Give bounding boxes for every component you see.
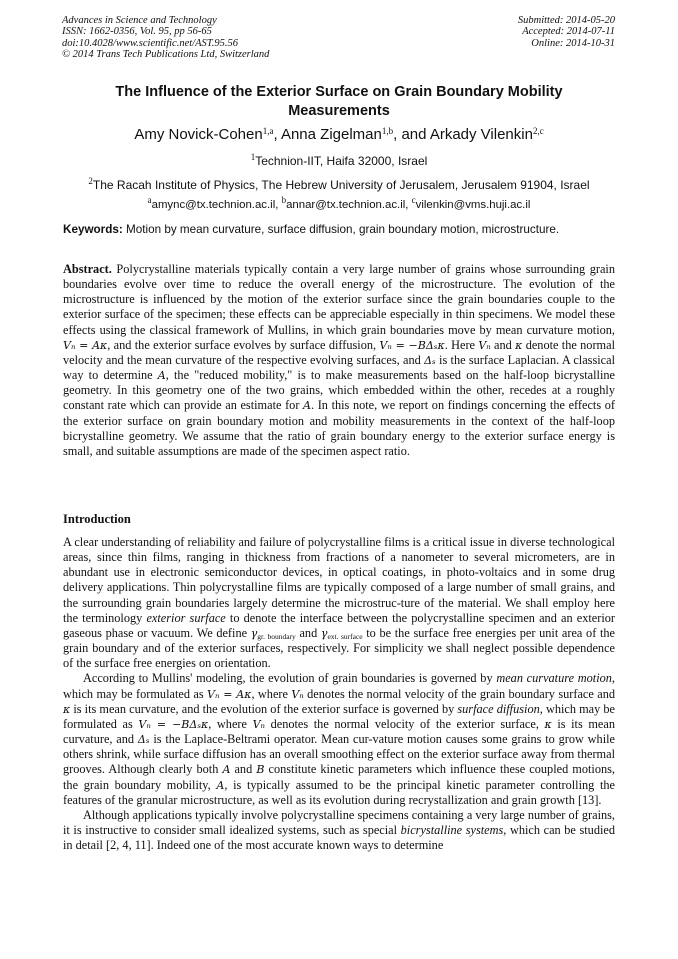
text: is the Laplace-Beltrami operator. Mean cur-vature motion causes some grains to grow while others shrink, while surface diffusion has an overall smoothing effect on the exterior surface away from thermal grooves. Although clearly both	[63, 732, 615, 777]
equation: Vₙ	[478, 338, 491, 352]
author-sup: 2,c	[532, 126, 544, 136]
text: A clear understanding of reliability and failure of polycrystalline films is a critical issue in diverse technological areas, since thin films, ranging in thickness from fractions of a nanometer to several micrometers, are in abundant use in electronic semiconductor devices, in optical coatings, in photo-voltaics and in some drug delivery applications. Thin polycrystalline films are typically composed of a large number of small grains, and the surrounding grain boundaries largely determine the microstruc-ture of the material. We shall employ here the terminology	[63, 535, 615, 625]
paragraph	[63, 671, 615, 807]
email-link[interactable]: annar@tx.technion.ac.il	[286, 199, 406, 211]
equation: κ	[63, 702, 71, 716]
text: is its mean curvature, and	[63, 716, 615, 747]
equation: Vₙ = Aκ	[207, 687, 252, 701]
equation: κ	[515, 338, 523, 352]
equation: Vₙ = −BΔₛκ	[138, 717, 209, 731]
equation: A	[157, 369, 166, 383]
text: , is typically assumed to be the principal kinetic parameter controlling the features of the granular microstructure, as well as its evolution during recrystallization and grain growth [13].	[63, 777, 615, 807]
author-name: Arkady Vilenkin	[429, 126, 533, 143]
accepted-date: Accepted: 2014-07-11	[522, 26, 615, 38]
abstract-text: and	[490, 337, 516, 352]
text: to be the surface free energies per unit area of the grain boundary and of the exterior surfaces, respectively. For simplicity we shall neglect possible dependence of the surface free energies on orientation.	[63, 625, 615, 671]
journal-info	[62, 15, 269, 60]
emphasis: bicrystalline systems	[400, 822, 504, 837]
author-emails: $^a$amync@tx.technion.ac.il, $^b$annar@tx.technion.ac.il, $^c$vilenkin@vms.huji.ac.il	[147, 195, 531, 211]
equation: Vₙ = Aκ	[63, 338, 108, 352]
emphasis: surface diffusion	[457, 701, 540, 716]
text: denotes the normal velocity of the grain boundary surface and	[303, 686, 615, 701]
text: and	[295, 625, 321, 640]
text: is its mean curvature, and the evolution of the exterior surface is governed by	[70, 701, 458, 716]
equation: Δₛ	[137, 733, 150, 747]
text: , which can be studied in detail [2, 4, 11]. Indeed one of the most accurate known ways to determine	[63, 822, 615, 853]
abstract-text: is the surface Laplacian. A classical way to determine	[63, 352, 615, 383]
subscript: gr. boundary	[257, 631, 296, 641]
abstract-text: , the "reduced mobility," is to make measurements based on the half-loop bicrystalline geometry. In this geometry one of the two grains, which embedded within the other, recedes at a roughly constant rate which can provide an estimate for	[63, 368, 615, 413]
submitted-date: Submitted: 2014-05-20	[517, 15, 615, 26]
email-link[interactable]: amync@tx.technion.ac.il	[151, 199, 276, 211]
publication-dates	[518, 15, 615, 49]
email-link[interactable]: vilenkin@vms.huji.ac.il	[415, 199, 531, 211]
author-sup: 1,a	[262, 126, 274, 136]
affiliation-2	[40, 178, 638, 192]
equation: Vₙ = −BΔₛκ	[379, 338, 445, 352]
text: , where	[208, 716, 253, 731]
equation: κ	[544, 717, 552, 731]
text: According to Mullins' modeling, the evolution of grain boundaries is governed by	[83, 671, 497, 686]
affiliation-1	[40, 154, 638, 168]
abstract-text: . In this note, we report on findings concerning the effects of the exterior surface on grain boundary motion and mobility measurements in the context of the half-loop bicrystalline geometry. We assume that the ratio of grain boundary energy to the exterior surface energy is small, and suitable assumptions are made of the specimen aspect ratio.	[63, 398, 615, 458]
equation: Vₙ	[252, 717, 265, 731]
introduction-body	[63, 535, 615, 853]
equation: γ	[250, 626, 258, 640]
affiliation-text: Technion-IIT, Haifa 32000, Israel	[255, 154, 428, 168]
affiliation-text: The Racah Institute of Physics, The Hebrew University of Jerusalem, Jerusalem 91904, Israel	[92, 178, 590, 192]
author-sup: 1,b	[381, 126, 394, 136]
equation: A	[222, 763, 231, 777]
author-name: Amy Novick-Cohen	[134, 126, 263, 143]
text: and	[230, 762, 257, 777]
abstract-text: Polycrystalline materials typically contain a very large number of grains whose surrounding grain boundaries evolve over time to reduce the overall energy of the microstructure. The evolution of the microstructure is influenced by the motion of the exterior surface since the grain boundaries couple to the exterior surface of the specimen; these effects can be appreciable especially in thin specimens. We model these effects using the classical framework of Mullins, in which grain boundaries move by mean curvature motion,	[63, 262, 615, 337]
equation: Vₙ	[291, 687, 304, 701]
issn: ISSN: 1662-0356, Vol. 95, pp 56-65	[62, 26, 212, 38]
equation: A	[303, 399, 311, 413]
paragraph	[63, 808, 615, 853]
email-sup: a	[147, 195, 152, 205]
text: to denote the interface between the polycrystalline specimen and an exterior gaseous phase or vacuum. We define	[63, 610, 616, 640]
email-sup: b	[281, 195, 287, 205]
paper-title	[60, 83, 618, 121]
author-separator: , and	[393, 126, 430, 143]
author-list	[60, 126, 618, 144]
abstract-text: , and the exterior surface evolves by surface diffusion,	[107, 337, 380, 352]
paragraph	[63, 535, 615, 671]
keywords-label: Keywords:	[63, 223, 123, 236]
affiliation-sup: 1	[250, 152, 256, 162]
affiliation-sup: 2	[88, 176, 93, 186]
journal-name: Advances in Science and Technology	[62, 15, 217, 26]
doi: doi:10.4028/www.scientific.net/AST.95.56	[62, 37, 239, 49]
title-line-2: Measurements	[288, 103, 390, 119]
keywords-text: Motion by mean curvature, surface diffusion, grain boundary motion, microstructure.	[122, 223, 560, 236]
abstract-text: denote the normal velocity and the mean curvature of the respective evolving surfaces, and	[63, 337, 615, 367]
equation: γ	[320, 626, 328, 640]
emphasis: exterior surface	[146, 610, 226, 625]
text: denotes the normal velocity of the exterior surface,	[264, 716, 545, 731]
text: Although applications typically involve polycrystalline specimens containing a very large number of grains, it is instructive to consider small idealized systems, such as special	[63, 807, 615, 837]
abstract-label: Abstract.	[63, 262, 112, 276]
equation: A	[216, 778, 225, 792]
section-heading-introduction: Introduction	[63, 512, 131, 526]
copyright: © 2014 Trans Tech Publications Ltd, Switzerland	[62, 48, 270, 60]
equation: Δₛ	[424, 353, 436, 367]
abstract	[63, 262, 615, 459]
keywords	[63, 223, 623, 237]
title-line-1: The Influence of the Exterior Surface on Grain Boundary Mobility	[115, 84, 563, 100]
online-date: Online: 2014-10-31	[531, 37, 615, 49]
equation: B	[256, 763, 265, 777]
text: , which may be formulated as	[63, 671, 615, 701]
text: constitute kinetic parameters which influence these coupled motions, the grain boundary mobility,	[63, 762, 616, 792]
subscript: ext. surface	[327, 631, 363, 641]
abstract-text: . Here	[444, 337, 479, 352]
author-separator: ,	[273, 126, 281, 143]
email-sup: c	[411, 195, 416, 205]
author-name: Anna Zigelman	[280, 126, 382, 143]
text: , which may be formulated as	[63, 701, 615, 731]
emphasis: mean curvature motion	[496, 671, 612, 686]
text: , where	[251, 686, 292, 701]
